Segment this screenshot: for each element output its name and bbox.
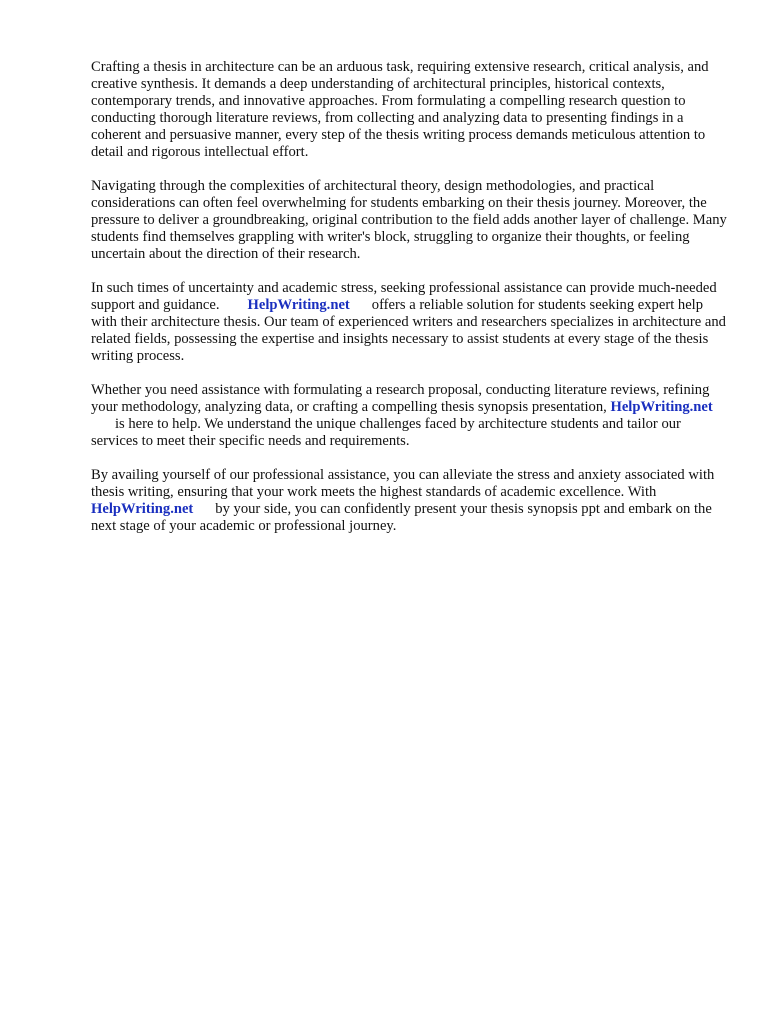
helpwriting-link[interactable]: HelpWriting.net	[247, 297, 350, 314]
paragraph-conclusion	[91, 467, 731, 535]
document-page	[91, 59, 731, 552]
paragraph-assistance-after: offers a reliable solution for students seeking expert help with their architecture thesis. Our team of experienced writers and researchers specializes in architecture and related fields, possessing the expertise and insights necessary to assist students at every stage of the thesis writing process.	[91, 297, 726, 365]
paragraph-intro: Crafting a thesis in architecture can be an arduous task, requiring extensive research, critical analysis, and creative synthesis. It demands a deep understanding of architectural principles, historical contexts, contemporary trends, and innovative approaches. From formulating a compelling research question to conducting thorough literature reviews, from collecting and analyzing data to presenting findings in a coherent and persuasive manner, every step of the thesis writing process demands meticulous attention to detail and rigorous intellectual effort.	[91, 59, 709, 161]
helpwriting-link[interactable]: HelpWriting.net	[610, 399, 713, 416]
paragraph-services-after: is here to help. We understand the unique challenges faced by architecture students and tailor our services to meet their specific needs and requirements.	[91, 416, 681, 450]
paragraph-services	[91, 382, 731, 450]
paragraph-assistance	[91, 280, 731, 365]
helpwriting-link[interactable]: HelpWriting.net	[91, 501, 194, 518]
paragraph-conclusion-after: by your side, you can confidently present your thesis synopsis ppt and embark on the next stage of your academic or professional journey.	[91, 501, 712, 535]
paragraph-challenges: Navigating through the complexities of architectural theory, design methodologies, and practical considerations can often feel overwhelming for students embarking on their thesis journey. Moreover, the pressure to deliver a groundbreaking, original contribution to the field adds another layer of challenge. Many students find themselves grappling with writer's block, struggling to organize their thoughts, or feeling uncertain about the direction of their research.	[91, 178, 727, 263]
paragraph-assistance-before: In such times of uncertainty and academic stress, seeking professional assistance can provide much-needed support and guidance.	[91, 280, 717, 314]
paragraph-conclusion-before: By availing yourself of our professional assistance, you can alleviate the stress and anxiety associated with thesis writing, ensuring that your work meets the highest standards of academic excellence. With	[91, 466, 715, 500]
paragraph-services-before: Whether you need assistance with formulating a research proposal, conducting literature reviews, refining your methodology, analyzing data, or crafting a compelling thesis synopsis presentation,	[91, 382, 710, 416]
